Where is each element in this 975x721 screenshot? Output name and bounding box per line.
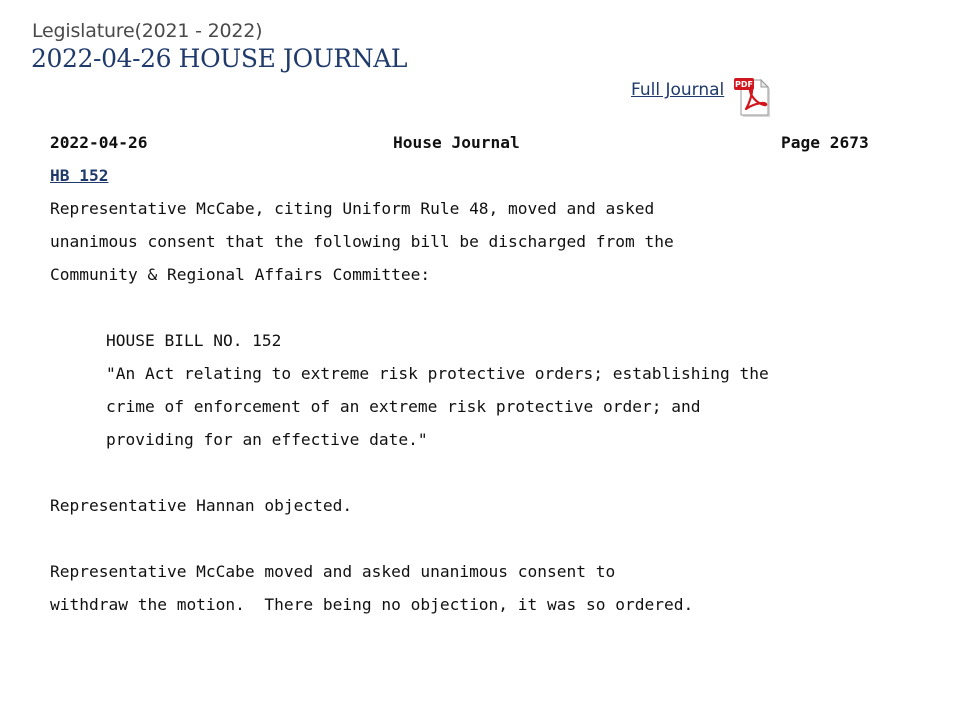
text-line: Representative Hannan objected. (50, 496, 353, 515)
svg-text:PDF: PDF (735, 80, 753, 89)
bill-title-line: providing for an effective date." (106, 430, 428, 449)
full-journal-link[interactable]: Full Journal (631, 80, 725, 100)
text-line: withdraw the motion. There being no objection, it was so ordered. (50, 595, 694, 614)
page-title: 2022-04-26 HOUSE JOURNAL (31, 44, 408, 73)
pdf-file-icon[interactable] (732, 76, 774, 118)
legislature-label: Legislature(2021 - 2022) (32, 20, 263, 42)
bill-title-line: "An Act relating to extreme risk protective orders; establishing the (106, 364, 769, 383)
journal-name: House Journal (393, 133, 520, 152)
bill-title-line: crime of enforcement of an extreme risk protective order; and (106, 397, 701, 416)
text-line: unanimous consent that the following bill be discharged from the (50, 232, 674, 251)
bill-link-hb-152[interactable]: HB 152 (50, 166, 109, 185)
text-line: Community & Regional Affairs Committee: (50, 265, 431, 284)
bill-number: HOUSE BILL NO. 152 (106, 331, 282, 350)
journal-date: 2022-04-26 (50, 133, 148, 152)
journal-page-number: Page 2673 (781, 133, 869, 152)
text-line: Representative McCabe moved and asked unanimous consent to (50, 562, 616, 581)
text-line: Representative McCabe, citing Uniform Rule 48, moved and asked (50, 199, 655, 218)
